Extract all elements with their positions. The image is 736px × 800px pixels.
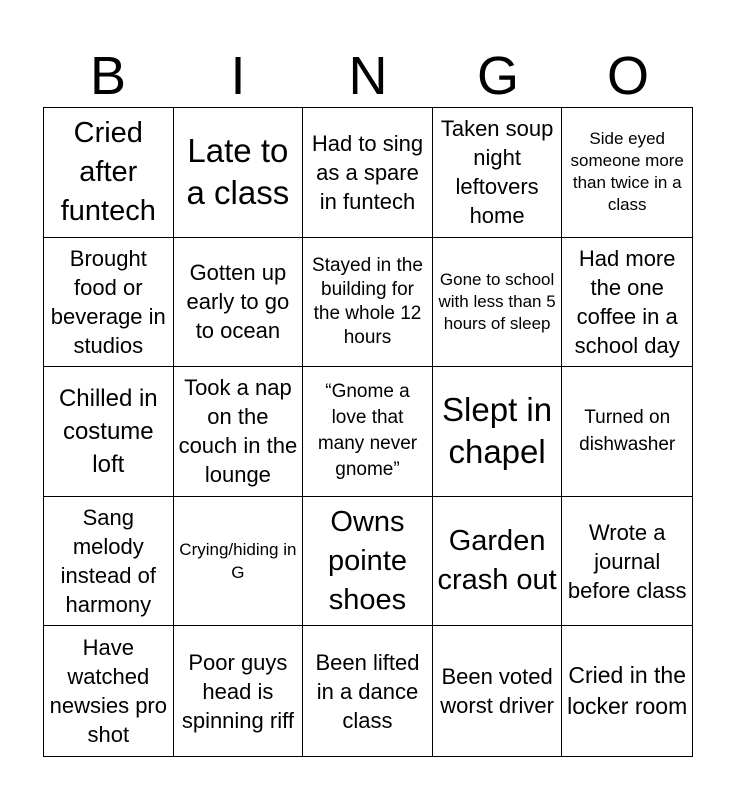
bingo-cell[interactable]: [303, 108, 433, 238]
cell-label: Poor guys head is spinning riff: [181, 649, 294, 733]
bingo-cell[interactable]: [562, 367, 692, 497]
bingo-cell[interactable]: [562, 626, 692, 756]
bingo-cell[interactable]: [44, 238, 174, 368]
header-letter-i: I: [230, 46, 246, 106]
cell-label: Late to a class: [186, 132, 290, 212]
bingo-cell[interactable]: [562, 238, 692, 368]
header-letter-b: B: [89, 46, 127, 106]
cell-label: Owns pointe shoes: [327, 505, 407, 616]
bingo-cell[interactable]: [44, 367, 174, 497]
header-letter-o: O: [606, 46, 649, 106]
header-letter-g: G: [476, 46, 519, 106]
bingo-cell[interactable]: [44, 497, 174, 627]
cell-label: Chilled in costume loft: [58, 384, 158, 478]
cell-label: Gotten up early to go to ocean: [186, 260, 290, 344]
bingo-cell[interactable]: [44, 626, 174, 756]
bingo-cell[interactable]: [303, 497, 433, 627]
cell-label: Side eyed someone more than twice in a class: [570, 129, 684, 215]
cell-label: Gone to school with less than 5 hours of sleep: [438, 269, 556, 333]
cell-label: Sang melody instead of harmony: [60, 505, 156, 618]
cell-label: Have watched newsies pro shot: [49, 635, 167, 748]
cell-label: Cried in the locker room: [567, 662, 688, 720]
cell-label: Stayed in the building for the whole 12 hours: [312, 254, 423, 348]
bingo-header: [43, 44, 693, 108]
bingo-cell[interactable]: [433, 626, 563, 756]
cell-label: Had to sing as a spare in funtech: [311, 130, 424, 214]
cell-label: Wrote a journal before class: [567, 519, 687, 603]
cell-label: Been lifted in a dance class: [315, 649, 420, 733]
bingo-cell[interactable]: [174, 367, 304, 497]
cell-label: Had more the one coffee in a school day: [574, 245, 680, 358]
cell-label: “Gnome a love that many never gnome”: [317, 381, 418, 481]
bingo-cell[interactable]: [174, 497, 304, 627]
cell-label: Took a nap on the couch in the lounge: [178, 375, 298, 488]
bingo-cell[interactable]: [174, 238, 304, 368]
cell-label: Crying/hiding in G: [179, 540, 297, 583]
bingo-cell[interactable]: [433, 108, 563, 238]
cell-label: Brought food or beverage in studios: [50, 245, 166, 358]
bingo-cell[interactable]: [433, 367, 563, 497]
bingo-cell[interactable]: [174, 108, 304, 238]
bingo-cell[interactable]: [303, 367, 433, 497]
bingo-cell[interactable]: [303, 238, 433, 368]
cell-label: Cried after funtech: [60, 116, 156, 227]
bingo-cell[interactable]: [562, 108, 692, 238]
bingo-cell[interactable]: [44, 108, 174, 238]
bingo-cell[interactable]: [562, 497, 692, 627]
bingo-cell[interactable]: [433, 497, 563, 627]
header-letter-n: N: [348, 46, 388, 106]
bingo-cell[interactable]: [174, 626, 304, 756]
cell-label: Garden crash out: [437, 525, 557, 597]
cell-label: Taken soup night leftovers home: [440, 116, 554, 229]
bingo-cell[interactable]: [433, 238, 563, 368]
cell-label: Been voted worst driver: [440, 664, 554, 719]
bingo-board: [43, 107, 693, 757]
cell-label: Slept in chapel: [442, 391, 553, 471]
bingo-cell[interactable]: [303, 626, 433, 756]
cell-label: Turned on dishwasher: [579, 407, 676, 456]
